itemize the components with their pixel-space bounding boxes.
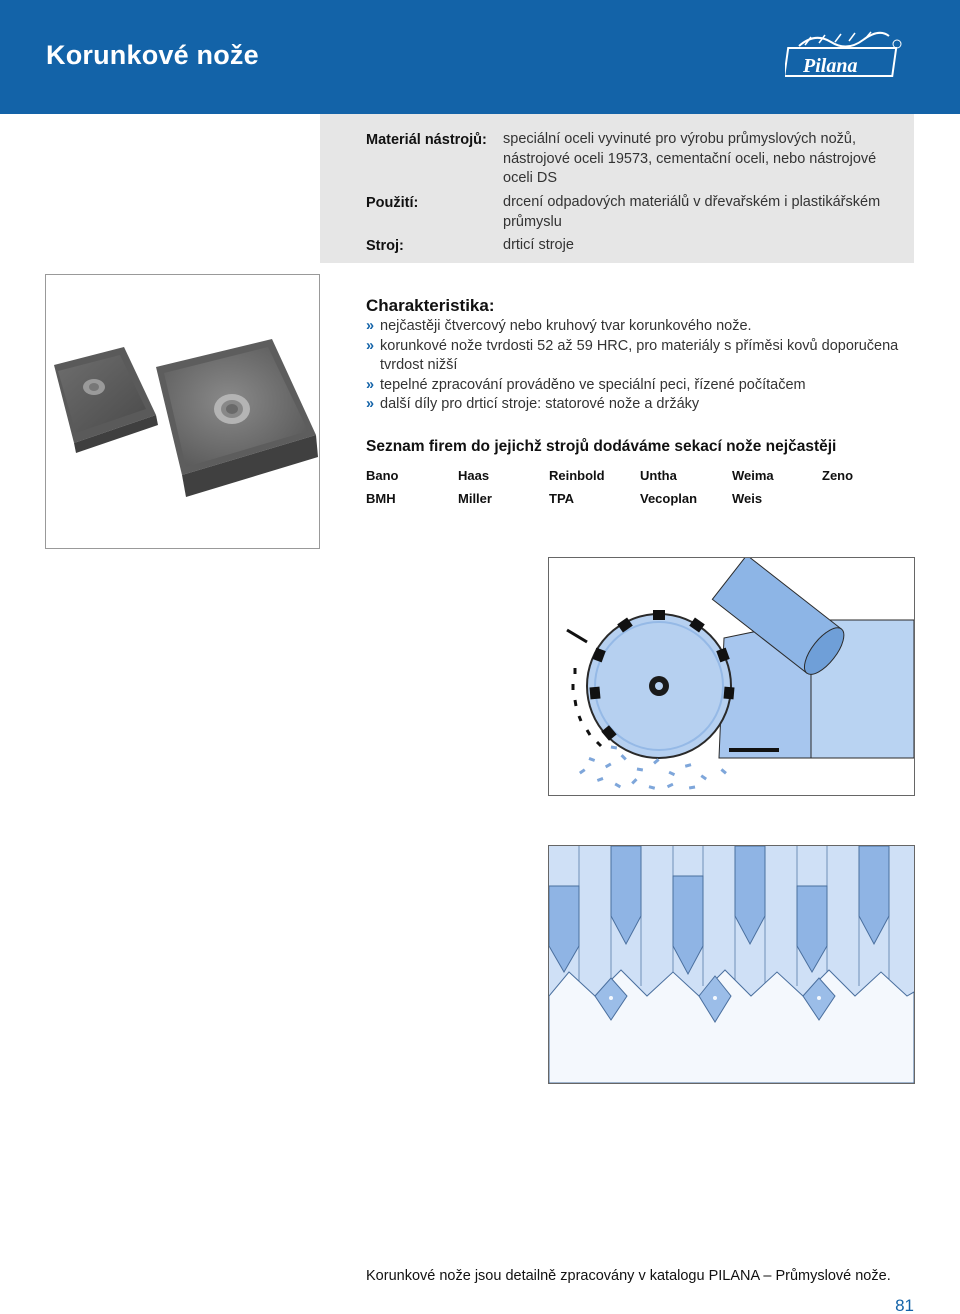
characteristics-heading: Charakteristika: (366, 296, 495, 315)
rotor-diagram (548, 557, 915, 796)
firm-name: Miller (458, 491, 492, 506)
characteristics-list (366, 317, 926, 415)
machine-label: Stroj: (366, 238, 404, 254)
material-line: speciální oceli vyvinuté pro výrobu průmyslových nožů, (503, 131, 856, 147)
firms-heading: Seznam firem do jejichž strojů dodáváme sekací nože nejčastěji (366, 438, 837, 455)
firm-name: Weima (732, 468, 774, 483)
list-item-text: » korunkové nože tvrdosti 52 až 59 HRC, pro materiály s příměsi kovů doporučena (380, 337, 899, 354)
knife-pattern-illustration (549, 846, 914, 1083)
list-item-text: » nejčastěji čtvercový nebo kruhový tvar korunkového nože. (380, 318, 752, 334)
usage-label: Použití: (366, 195, 419, 211)
list-item (366, 317, 926, 337)
firm-name: BMH (366, 491, 396, 506)
list-item (366, 337, 926, 376)
firm-name: Vecoplan (640, 491, 698, 506)
page-title: Korunkové nože (46, 40, 259, 70)
usage-line: drcení odpadových materiálů v dřevařském i plastikářském (503, 194, 881, 210)
specs-box (320, 114, 914, 263)
machine-value: drticí stroje (503, 237, 574, 253)
usage-line: průmyslu (503, 213, 562, 230)
firm-name: Weis (732, 491, 763, 506)
list-item-text: » další díly pro drticí stroje: statorové nože a držáky (380, 396, 700, 412)
footer-note: Korunkové nože jsou detailně zpracovány v katalogu PILANA – Průmyslové nože. (366, 1268, 891, 1284)
list-item (366, 376, 926, 396)
firm-name: TPA (549, 491, 575, 506)
rotor-illustration (549, 558, 914, 795)
knife-photo-image (46, 275, 319, 548)
product-photo (45, 274, 320, 549)
page-number: 81 (895, 1296, 914, 1314)
knife-pattern-diagram (548, 845, 915, 1084)
list-item (366, 395, 926, 415)
firm-name: Haas (458, 468, 490, 483)
firm-name: Untha (640, 468, 677, 483)
material-line: oceli DS (503, 170, 557, 186)
list-item-text: » tepelné zpracování prováděno ve speciální peci, řízené počítačem (380, 376, 806, 393)
logo-text: Pilana (803, 55, 858, 77)
pilana-logo (785, 28, 905, 86)
firm-name: Bano (366, 468, 399, 483)
firm-name: Reinbold (549, 468, 605, 483)
list-item-text: tvrdost nižší (380, 357, 458, 373)
material-label: Materiál nástrojů: (366, 132, 487, 148)
header-bar (0, 0, 960, 114)
material-value (503, 130, 903, 189)
usage-value (503, 193, 903, 232)
material-line: nástrojové oceli 19573, cementační oceli, nebo nástrojové (503, 150, 877, 167)
firm-name: Zeno (822, 468, 854, 483)
